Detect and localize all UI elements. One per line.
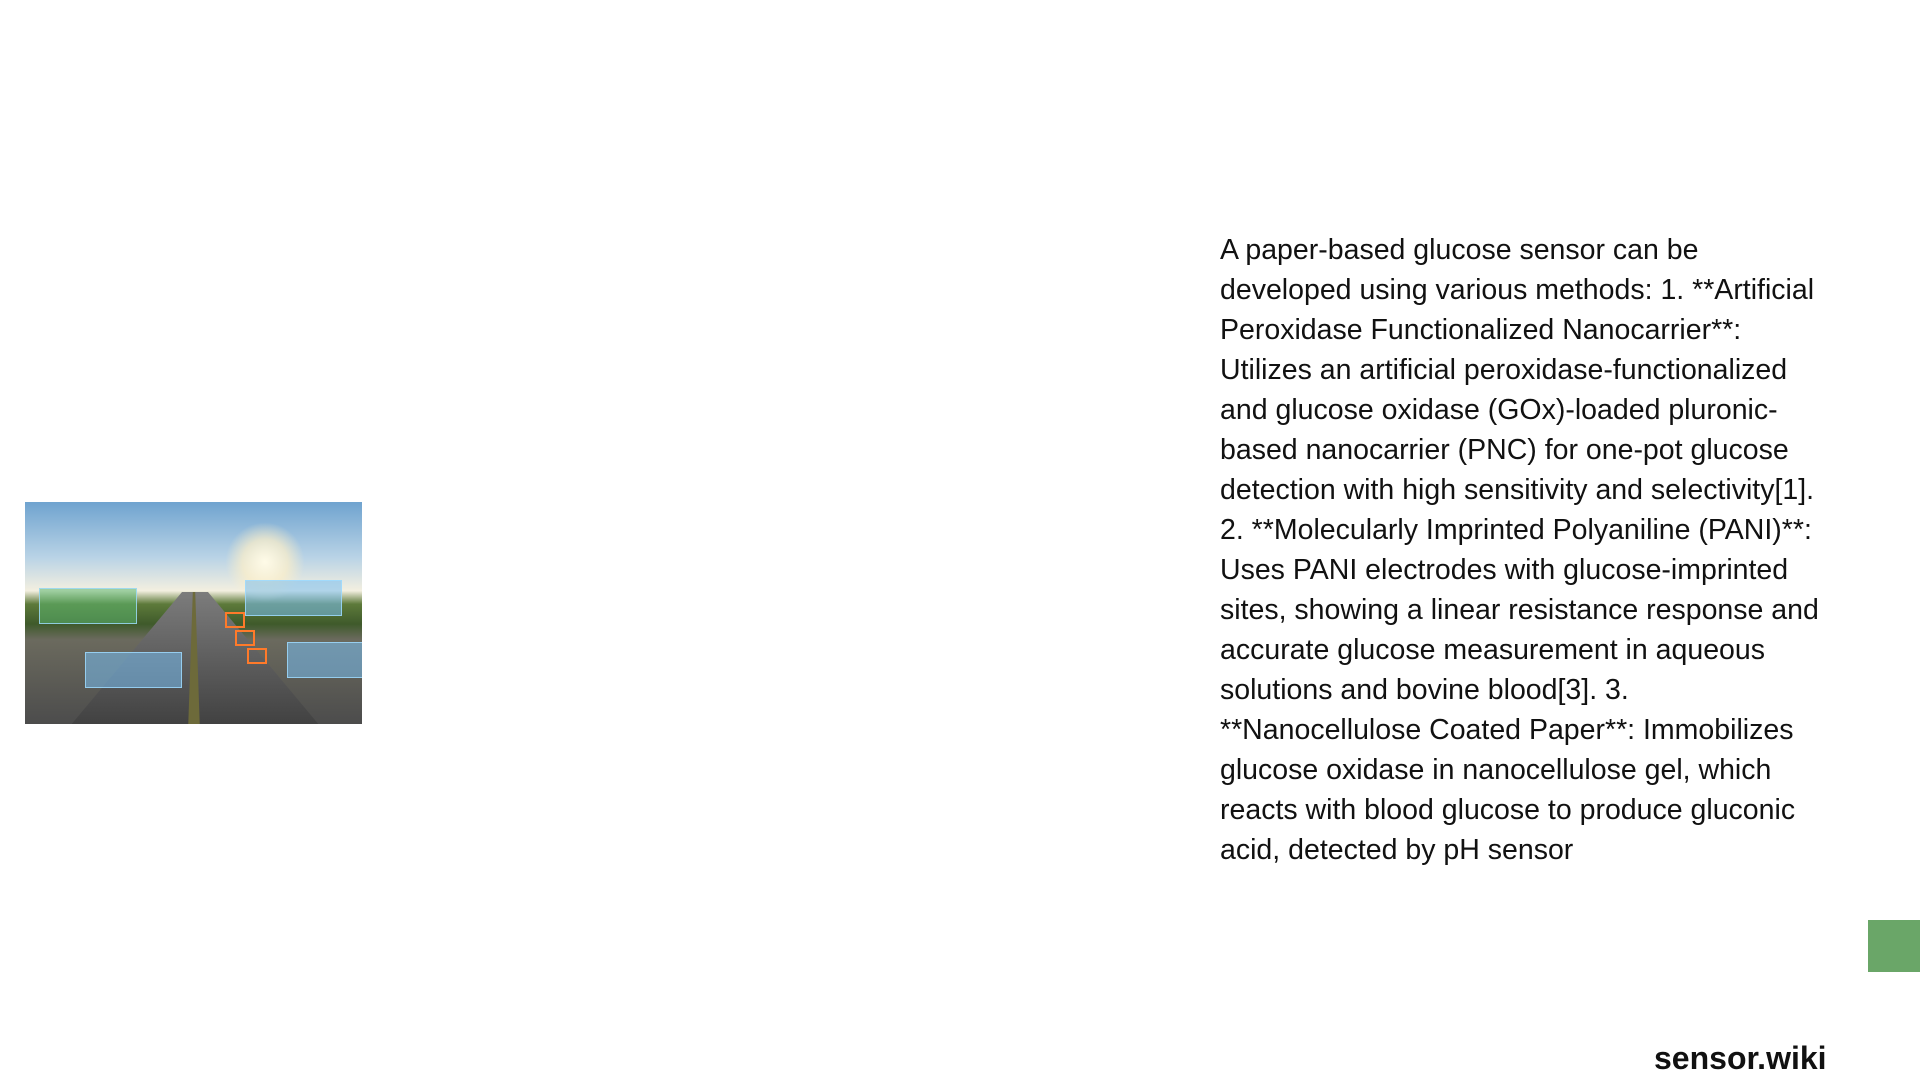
hud-overlay bbox=[85, 652, 182, 688]
article-image bbox=[25, 502, 362, 724]
hud-overlay bbox=[287, 642, 362, 678]
side-tab-button[interactable] bbox=[1868, 920, 1920, 972]
article-text: A paper-based glucose sensor can be developed using various methods: 1. **Artificial Peroxidase Functionalized Nanocarrier**: Utilizes an artificial peroxidase-functionalized and glucose oxidase (GOx)-loaded pluronic-based nanocarrier (PNC) for one-pot glucose detection with high sensitivity and selectivity[1]. 2. **Molecularly Imprinted Polyaniline (PANI)**: Uses PANI electrodes with glucose-imprinted sites, showing a linear resistance response and accurate glucose measurement in aqueous solutions and bovine blood[3]. 3. **Nanocellulose Coated Paper**: Immobilizes glucose oxidase in nanocellulose gel, which reacts with blood glucose to produce gluconic acid, detected by pH sensor bbox=[1220, 234, 1819, 866]
detection-box bbox=[235, 630, 255, 646]
brand-watermark: sensor.wiki bbox=[1654, 1040, 1827, 1076]
detection-box bbox=[247, 648, 267, 664]
hud-overlay bbox=[245, 580, 342, 616]
hud-overlay bbox=[39, 588, 137, 624]
detection-box bbox=[225, 612, 245, 628]
